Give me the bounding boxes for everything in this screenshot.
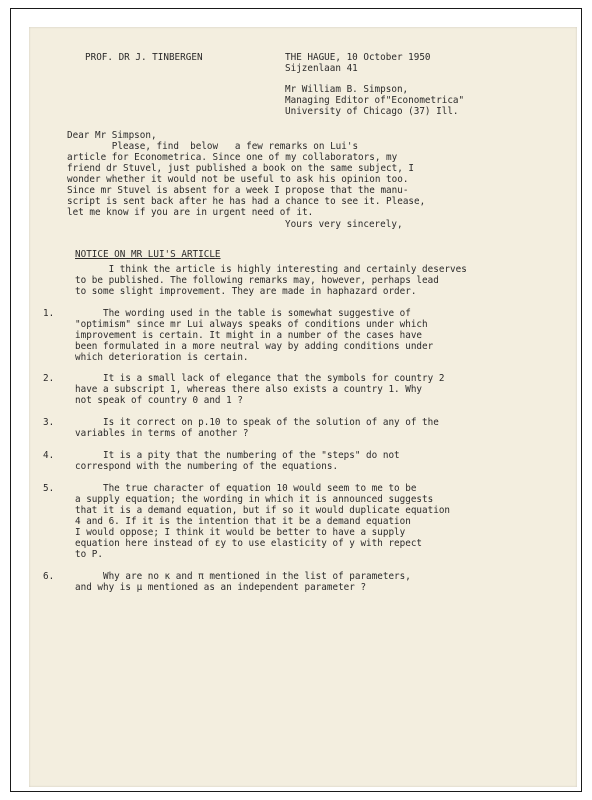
letter-paper xyxy=(29,27,577,787)
item-line: It is a pity that the numbering of the "steps" do not xyxy=(75,450,400,461)
item-line: I would oppose; I think it would be better to have a supply xyxy=(75,527,406,538)
item-number: 1. xyxy=(43,308,55,319)
notice-intro-line: I think the article is highly interesting and certainly deserves xyxy=(75,264,467,275)
item-line: been formulated in a more neutral way by adding conditions under xyxy=(75,341,434,352)
recipient-line: Mr William B. Simpson, xyxy=(285,84,409,95)
closing: Yours very sincerely, xyxy=(285,219,403,230)
item-number: 5. xyxy=(43,483,55,494)
item-number: 3. xyxy=(43,417,55,428)
item-line: a supply equation; the wording in which it is announced suggests xyxy=(75,494,434,505)
item-line: variables in terms of another ? xyxy=(75,428,249,439)
item-line: "optimism" since mr Lui always speaks of conditions under which xyxy=(75,319,428,330)
item-number: 6. xyxy=(43,571,55,582)
page-frame xyxy=(10,8,582,792)
notice-intro-line: to some slight improvement. They are made in haphazard order. xyxy=(75,286,417,297)
sender-address: Sijzenlaan 41 xyxy=(285,63,358,74)
place-date: THE HAGUE, 10 October 1950 xyxy=(285,52,431,63)
item-line: The true character of equation 10 would seem to me to be xyxy=(75,483,417,494)
item-line: correspond with the numbering of the equations. xyxy=(75,461,339,472)
item-number: 4. xyxy=(43,450,55,461)
item-number: 2. xyxy=(43,373,55,384)
item-line: to P. xyxy=(75,549,103,560)
item-line: It is a small lack of elegance that the symbols for country 2 xyxy=(75,373,445,384)
recipient-line: Managing Editor of"Econometrica" xyxy=(285,95,465,106)
body-line: Since mr Stuvel is absent for a week I propose that the manu- xyxy=(67,185,409,196)
body-line: article for Econometrica. Since one of my collaborators, my xyxy=(67,152,398,163)
notice-intro-line: to be published. The following remarks may, however, perhaps lead xyxy=(75,275,439,286)
body-line: let me know if you are in urgent need of it. xyxy=(67,207,314,218)
notice-heading: NOTICE ON MR LUI'S ARTICLE xyxy=(75,249,221,260)
item-line: 4 and 6. If it is the intention that it be a demand equation xyxy=(75,516,411,527)
item-line: not speak of country 0 and 1 ? xyxy=(75,395,243,406)
item-line: which deterioration is certain. xyxy=(75,352,249,363)
item-line: and why is μ mentioned as an independent parameter ? xyxy=(75,582,367,593)
body-line: Please, find below a few remarks on Lui's xyxy=(67,141,359,152)
recipient-line: University of Chicago (37) Ill. xyxy=(285,106,459,117)
item-line: have a subscript 1, whereas there also exists a country 1. Why xyxy=(75,384,423,395)
item-line: The wording used in the table is somewhat suggestive of xyxy=(75,308,411,319)
item-line: improvement is certain. It might in a number of the cases have xyxy=(75,330,423,341)
body-line: friend dr Stuvel, just published a book on the same subject, I xyxy=(67,163,415,174)
sender-name: PROF. DR J. TINBERGEN xyxy=(85,52,203,63)
item-line: equation here instead of εy to use elasticity of y with repect xyxy=(75,538,423,549)
item-line: Why are no κ and π mentioned in the list of parameters, xyxy=(75,571,411,582)
item-line: that it is a demand equation, but if so it would duplicate equation xyxy=(75,505,451,516)
salutation: Dear Mr Simpson, xyxy=(67,130,157,141)
body-line: wonder whether it would not be useful to ask his opinion too. xyxy=(67,174,409,185)
item-line: Is it correct on p.10 to speak of the solution of any of the xyxy=(75,417,439,428)
body-line: script is sent back after he has had a chance to see it. Please, xyxy=(67,196,426,207)
